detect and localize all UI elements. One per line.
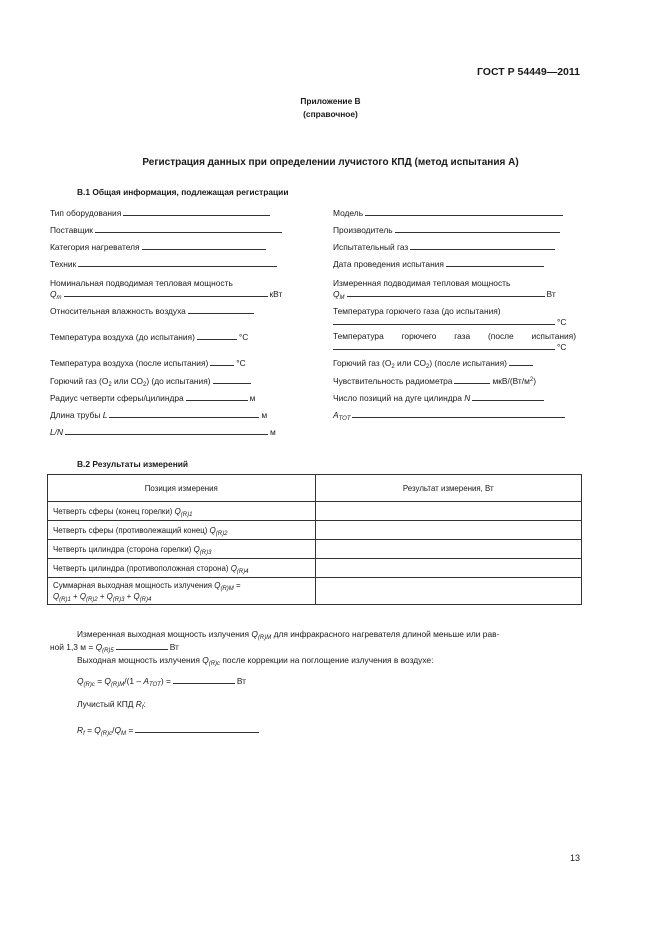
note-corrected-output: Выходная мощность излучения $Q_{(R)c}$ после коррекции на поглощение излучения в воздухе: <box>77 655 434 667</box>
results-table <box>47 474 582 605</box>
field-l-n: L/N м <box>50 427 276 437</box>
l-n-input[interactable] <box>65 434 268 435</box>
appendix-title: Приложение В <box>300 96 361 106</box>
field-heater-category: Категория нагревателя <box>50 242 268 253</box>
field-technician: Техник <box>50 259 279 270</box>
field-gas-after: Горючий газ ($О_2$ или $СО_2$) (после испытания) <box>333 358 535 369</box>
radius-input[interactable] <box>186 400 248 401</box>
result-cell[interactable] <box>315 521 581 540</box>
table-header-row <box>48 475 582 502</box>
field-positions: Число позиций на дуге цилиндра N <box>333 393 546 404</box>
atot-input[interactable] <box>352 417 565 418</box>
result-cell[interactable] <box>315 578 581 605</box>
field-equipment-type: Тип оборудования <box>50 208 272 219</box>
fuel-temp-after-input[interactable] <box>333 349 555 350</box>
column-header-result: Результат измерения, Вт <box>315 475 581 502</box>
field-fuel-temp-before: °С <box>333 317 566 328</box>
note-measured-output: Измеренная выходная мощность излучения $Q_{(R)M}$ для инфракрасного нагревателя длиной меньше или рав- <box>77 629 500 641</box>
heater-category-input[interactable] <box>142 249 266 250</box>
standard-number: ГОСТ Р 54449—2011 <box>476 66 580 78</box>
page-number: 13 <box>569 853 580 863</box>
field-measured-power-label: Измеренная подводимая тепловая мощность <box>333 278 511 288</box>
fuel-temp-before-input[interactable] <box>333 324 555 325</box>
field-test-date: Дата проведения испытания <box>333 259 546 270</box>
result-cell[interactable] <box>315 502 581 521</box>
field-pipe-length: Длина трубы L м <box>50 410 268 420</box>
humidity-input[interactable] <box>188 313 254 314</box>
sum-label: Суммарная выходная мощность излучения $Q_{(R)M}$ = $Q_{(R)1} + Q_{(R)2} + Q_{(R)3} + Q_{(R)4}$ <box>48 578 316 605</box>
field-sensitivity: Чувствительность радиометра мкВ/$(Вт/м^2)$ <box>333 376 536 386</box>
manufacturer-input[interactable] <box>395 232 560 233</box>
test-date-input[interactable] <box>446 266 544 267</box>
field-temp-after: Температура воздуха (после испытания) °С <box>50 358 246 368</box>
result-cell[interactable] <box>315 540 581 559</box>
sensitivity-input[interactable] <box>454 383 490 384</box>
table-row-sum <box>48 578 582 605</box>
note-measured-output-cont: ной 1,3 $м = Q_{(R)5}$ Вт <box>50 642 179 654</box>
radiant-efficiency-input[interactable] <box>135 732 259 733</box>
formula-corrected-output: $Q_{(R)c} = Q_{(R)M}/(1 - A_{TOT})$ = Вт <box>77 676 247 688</box>
gas-before-input[interactable] <box>213 383 251 384</box>
field-humidity: Относительная влажность воздуха <box>50 306 256 317</box>
gas-after-input[interactable] <box>509 365 533 366</box>
field-nominal-power-label: Номинальная подводимая тепловая мощность <box>50 278 233 288</box>
document-title: Регистрация данных при определении лучистого КПД (метод испытания А) <box>142 157 519 168</box>
field-temp-before: Температура воздуха (до испытания) °С <box>50 332 249 342</box>
column-header-position: Позиция измерения <box>48 475 316 502</box>
radiant-efficiency-label: Лучистый КПД $R_f$: <box>77 699 146 711</box>
model-input[interactable] <box>365 215 563 216</box>
field-nominal-power: $Q_m$ кВт <box>50 289 283 301</box>
field-fuel-temp-after-label: Температура горючего газа (после испытания) <box>333 331 576 341</box>
section-b1-heading: В.1 Общая информация, подлежащая регистрации <box>77 187 289 197</box>
table-row <box>48 540 582 559</box>
table-row <box>48 521 582 540</box>
row-label: Четверть цилиндра (сторона горелки) $Q_{(R)3}$ <box>48 540 316 559</box>
field-model: Модель <box>333 208 565 219</box>
field-measured-power: $Q_M$ Вт <box>333 289 556 301</box>
appendix-subtitle: (справочное) <box>303 109 358 119</box>
q-r5-input[interactable] <box>116 649 168 650</box>
field-manufacturer: Производитель <box>333 225 562 236</box>
nominal-power-input[interactable] <box>64 296 268 297</box>
row-label: Четверть сферы (противолежащий конец) $Q_{(R)2}$ <box>48 521 316 540</box>
measured-power-input[interactable] <box>347 296 545 297</box>
temp-after-input[interactable] <box>210 365 234 366</box>
field-supplier: Поставщик <box>50 225 284 236</box>
table-row <box>48 502 582 521</box>
field-fuel-temp-before-label: Температура горючего газа (до испытания) <box>333 306 501 316</box>
field-fuel-temp-after: °С <box>333 342 566 353</box>
test-gas-input[interactable] <box>410 249 555 250</box>
supplier-input[interactable] <box>95 232 282 233</box>
row-label: Четверть цилиндра (противоположная сторона) $Q_{(R)4}$ <box>48 559 316 578</box>
formula-radiant-efficiency: $R_f = Q_{(R)c}/Q_M$ = <box>77 725 261 736</box>
row-label: Четверть сферы (конец горелки) $Q_{(R)1}$ <box>48 502 316 521</box>
pipe-length-input[interactable] <box>109 417 259 418</box>
section-b2-heading: В.2 Результаты измерений <box>77 459 189 469</box>
field-radius: Радиус четверти сферы/цилиндра м <box>50 393 256 403</box>
equipment-type-input[interactable] <box>123 215 270 216</box>
field-test-gas: Испытательный газ <box>333 242 557 253</box>
positions-input[interactable] <box>472 400 544 401</box>
result-cell[interactable] <box>315 559 581 578</box>
temp-before-input[interactable] <box>197 339 237 340</box>
q-rc-input[interactable] <box>173 683 235 684</box>
table-row <box>48 559 582 578</box>
field-atot: $A_{TOT}$ <box>333 410 567 421</box>
field-gas-before: Горючий газ ($О_2$ или $СО_2$) (до испытания) <box>50 376 253 387</box>
technician-input[interactable] <box>78 266 277 267</box>
